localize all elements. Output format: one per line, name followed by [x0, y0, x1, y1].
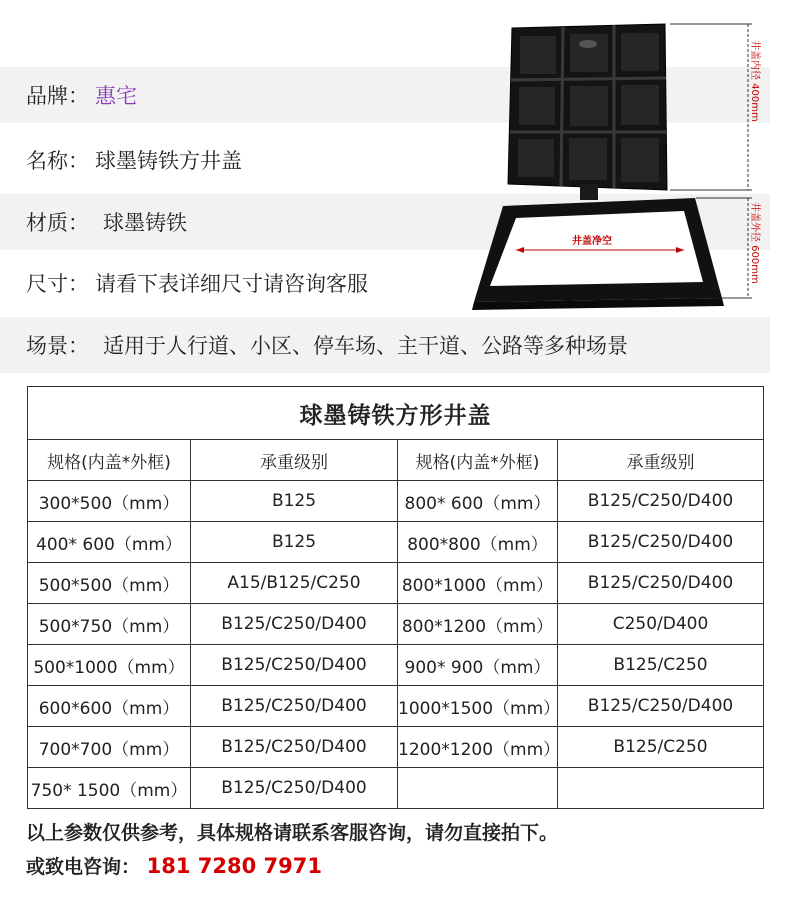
inner-diameter-label: 井盖内径 400mm — [749, 40, 760, 122]
load-cell: B125/C250/D400 — [191, 686, 398, 727]
spec-cell: 400* 600（mm） — [28, 522, 191, 563]
spec-cell: 500*1000（mm） — [28, 645, 191, 686]
load-cell: B125/C250/D400 — [558, 522, 764, 563]
spec-cell — [398, 768, 558, 809]
spec-cell: 750* 1500（mm） — [28, 768, 191, 809]
table-row — [28, 727, 764, 768]
load-cell: B125/C250/D400 — [558, 481, 764, 522]
spec-cell: 1200*1200（mm） — [398, 727, 558, 768]
load-cell: B125/C250/D400 — [191, 604, 398, 645]
spec-cell: 700*700（mm） — [28, 727, 191, 768]
load-cell: A15/B125/C250 — [191, 563, 398, 604]
spec-cell: 800*800（mm） — [398, 522, 558, 563]
spec-cell: 500*750（mm） — [28, 604, 191, 645]
scene-row — [0, 317, 770, 373]
phone-number: 181 7280 7971 — [146, 854, 322, 878]
lift-slot — [579, 40, 597, 48]
size-label: 尺寸： — [26, 272, 89, 296]
scene-value: 适用于人行道、小区、停车场、主干道、公路等多种场景 — [103, 334, 628, 358]
table-row — [28, 686, 764, 727]
spec-cell: 800*1200（mm） — [398, 604, 558, 645]
load-cell: B125/C250/D400 — [191, 727, 398, 768]
brand-value: 惠宅 — [95, 84, 137, 108]
spec-cell: 800* 600（mm） — [398, 481, 558, 522]
load-cell: B125/C250/D400 — [191, 645, 398, 686]
spec-cell: 800*1000（mm） — [398, 563, 558, 604]
load-cell: C250/D400 — [558, 604, 764, 645]
clear-span-label: 井盖净空 — [572, 236, 612, 247]
header-load-1: 承重级别 — [191, 440, 398, 481]
table-row — [28, 604, 764, 645]
disclaimer-note: 以上参数仅供参考，具体规格请联系客服咨询，请勿直接拍下。 — [26, 822, 559, 844]
load-cell: B125/C250 — [558, 727, 764, 768]
name-label: 名称： — [26, 149, 89, 173]
table-title: 球墨铸铁方形井盖 — [28, 387, 764, 440]
load-cell: B125/C250 — [558, 645, 764, 686]
hinge — [580, 184, 598, 200]
spec-cell: 900* 900（mm） — [398, 645, 558, 686]
header-spec-2: 规格(内盖*外框) — [398, 440, 558, 481]
outer-diameter-label: 井盖外径 600mm — [749, 202, 760, 284]
table-row — [28, 481, 764, 522]
load-cell: B125/C250/D400 — [558, 563, 764, 604]
header-load-2: 承重级别 — [558, 440, 764, 481]
material-value: 球墨铸铁 — [103, 211, 187, 235]
scene-label: 场景： — [26, 334, 89, 358]
brand-label: 品牌： — [26, 84, 89, 108]
consult-label: 或致电咨询： — [26, 856, 141, 878]
load-cell: B125/C250/D400 — [558, 686, 764, 727]
load-cell: B125/C250/D400 — [191, 768, 398, 809]
load-cell: B125 — [191, 481, 398, 522]
spec-table — [27, 386, 764, 809]
manhole-cover-image — [470, 20, 790, 310]
spec-cell: 1000*1500（mm） — [398, 686, 558, 727]
cover-texture — [518, 33, 659, 182]
spec-cell: 500*500（mm） — [28, 563, 191, 604]
table-header-row — [28, 440, 764, 481]
table-row — [28, 768, 764, 809]
name-value: 球墨铸铁方井盖 — [95, 149, 242, 173]
load-cell: B125 — [191, 522, 398, 563]
header-spec-1: 规格(内盖*外框) — [28, 440, 191, 481]
load-cell — [558, 768, 764, 809]
spec-cell: 300*500（mm） — [28, 481, 191, 522]
table-row — [28, 522, 764, 563]
spec-cell: 600*600（mm） — [28, 686, 191, 727]
size-value: 请看下表详细尺寸请咨询客服 — [95, 272, 368, 296]
table-row — [28, 645, 764, 686]
consult-line — [26, 852, 322, 879]
table-row — [28, 563, 764, 604]
material-label: 材质： — [26, 211, 89, 235]
